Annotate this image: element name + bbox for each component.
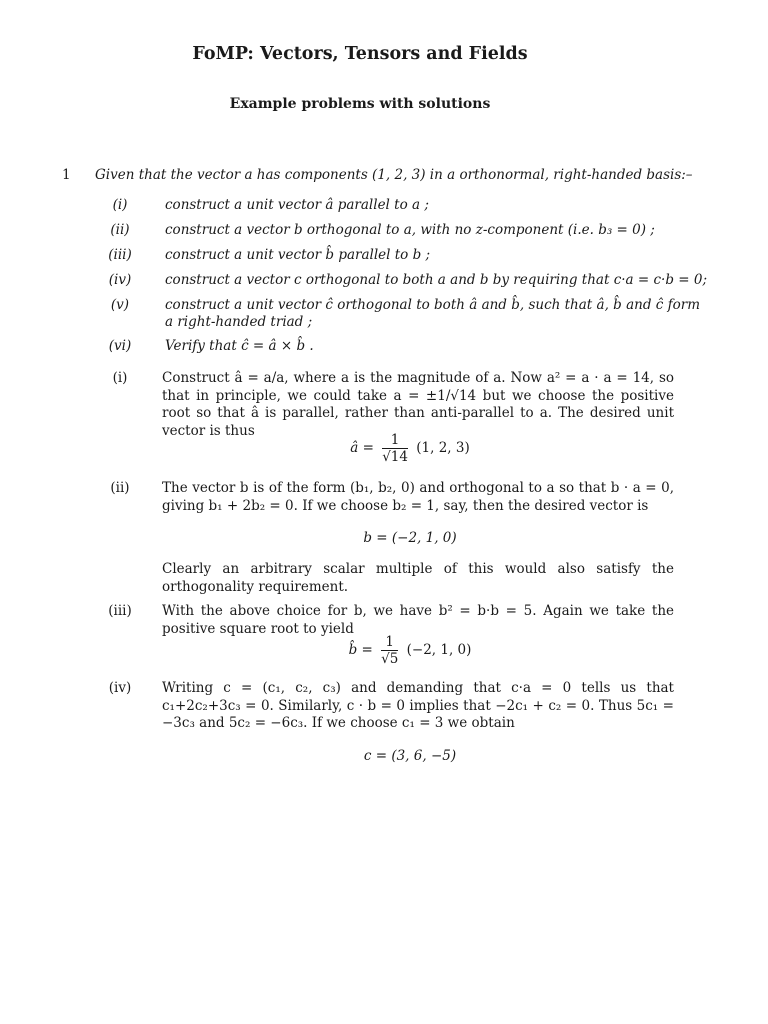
page-title: FoMP: Vectors, Tensors and Fields [192,44,528,64]
solution-text: Writing c = (c₁, c₂, c₃) and demanding that c·a = 0 tells us that c₁+2c₂+3c₃ = 0. Similarly, c · b = 0 implies that −2c₁ + c₂ = 0. Thus 5c₁ = −3c₃ and 5c₂ = −6c₃. If we choose c₁ = 3 we obtain [162,680,674,731]
part-text: construct a vector c orthogonal to both a and b by requiring that c·a = c·b = 0; [165,272,708,288]
part-text: a right-handed triad ; [165,314,313,330]
page-subtitle: Example problems with solutions [229,96,491,112]
part-text: construct a unit vector ĉ orthogonal to both â and b̂, such that â, b̂ and ĉ form [165,297,700,313]
part-text: construct a unit vector â parallel to a ; [165,197,429,213]
equation-lhs: b̂ = [348,642,373,658]
solution-text: With the above choice for b, we have b² = b·b = 5. Again we take the positive square root to yield [162,603,674,637]
fraction-denominator: √5 [381,651,399,667]
part-text: construct a unit vector b̂ parallel to b ; [165,247,431,263]
equation-rhs: (1, 2, 3) [416,440,470,456]
part-label: (iii) [108,247,132,263]
equation: c = (3, 6, −5) [363,748,457,764]
equation-rhs: (−2, 1, 0) [406,642,472,658]
fraction [382,432,408,465]
equation-lhs: â = [350,440,374,456]
part-label: (iv) [108,272,132,288]
equation [0,432,768,465]
fraction-denominator: √14 [382,449,408,465]
part-text: Verify that ĉ = â × b̂ . [165,338,314,354]
part-label: (ii) [110,222,130,238]
equation: b = (−2, 1, 0) [363,530,457,546]
solution-label: (iv) [108,680,132,696]
solution-label: (i) [112,370,128,386]
fraction-numerator: 1 [382,432,408,449]
solution-label: (iii) [108,603,132,619]
part-label: (vi) [108,338,132,354]
fraction [381,634,398,667]
question-number: 1 [62,167,71,183]
solution-text: The vector b is of the form (b₁, b₂, 0) and orthogonal to a so that b · a = 0, giving b₁ + 2b₂ = 0. If we choose b₂ = 1, say, then the desired vector is [162,480,674,514]
equation [0,634,768,667]
fraction-numerator: 1 [381,634,398,651]
solution-text: Construct â = a/a, where a is the magnitude of a. Now a² = a · a = 14, so that in principle, we could take a = ±1/√14 but we choose the positive root so that â is parallel, rather than anti-parallel to a. The desired unit vector is thus [162,370,674,439]
solution-text: Clearly an arbitrary scalar multiple of this would also satisfy the orthogonality requirement. [162,561,674,595]
solution-label: (ii) [110,480,130,496]
question-intro: Given that the vector a has components (1, 2, 3) in a orthonormal, right-handed basis:– [95,167,693,183]
part-text: construct a vector b orthogonal to a, with no z-component (i.e. b₃ = 0) ; [165,222,655,238]
part-label: (v) [110,297,130,313]
part-label: (i) [112,197,128,213]
